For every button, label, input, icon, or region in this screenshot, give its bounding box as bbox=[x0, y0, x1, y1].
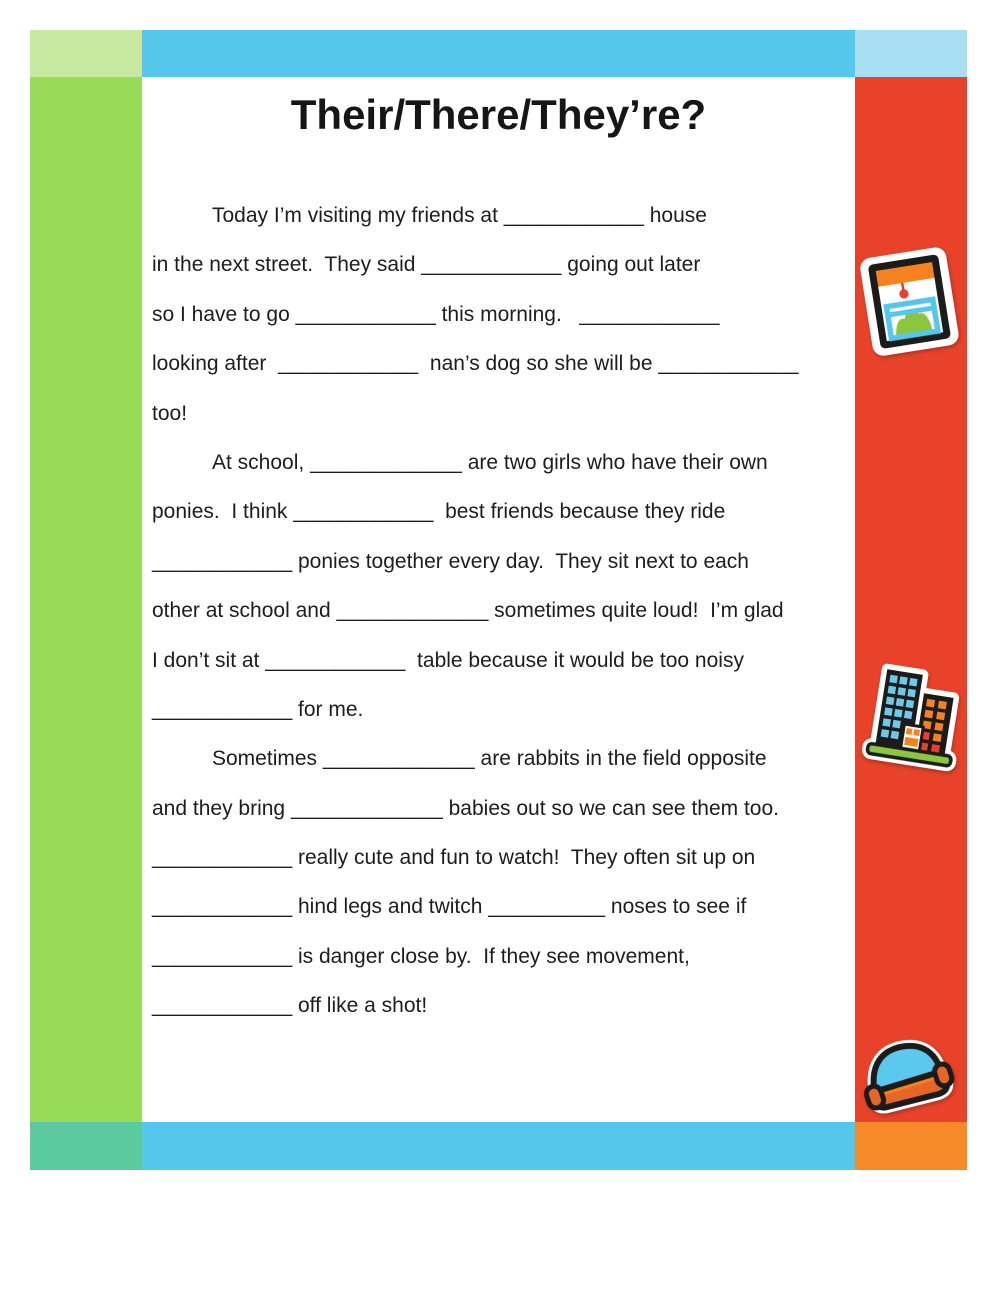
frame-corner-bottom-right bbox=[855, 1122, 967, 1170]
answer-blank[interactable]: ____________ bbox=[152, 846, 293, 870]
window-sticker-icon bbox=[856, 243, 963, 360]
line-text: ponies together every day. They sit next to each bbox=[292, 549, 749, 573]
worksheet-line bbox=[152, 290, 849, 339]
answer-blank[interactable]: ____________ bbox=[293, 500, 434, 524]
worksheet-line bbox=[152, 586, 849, 635]
answer-blank[interactable]: ____________ bbox=[152, 549, 293, 573]
line-text: sometimes quite loud! I’m glad bbox=[488, 599, 784, 623]
line-text: too! bbox=[152, 401, 188, 425]
line-text: is danger close by. If they see movement, bbox=[292, 944, 690, 968]
line-text: Today I’m visiting my friends at bbox=[212, 204, 504, 227]
worksheet-line bbox=[152, 932, 849, 981]
answer-blank[interactable]: ____________ bbox=[421, 253, 562, 277]
worksheet-body bbox=[142, 191, 855, 1031]
line-text: table because it would be too noisy bbox=[405, 648, 744, 672]
line-text: so I have to go bbox=[152, 302, 296, 326]
line-text: hind legs and twitch bbox=[292, 895, 489, 919]
worksheet-line bbox=[152, 487, 849, 536]
answer-blank[interactable]: ____________ bbox=[152, 944, 293, 968]
line-text: babies out so we can see them too. bbox=[442, 796, 779, 820]
worksheet-line bbox=[152, 191, 849, 240]
line-text: going out later bbox=[561, 253, 701, 277]
couch-sticker-icon bbox=[852, 1026, 964, 1122]
answer-blank[interactable]: ____________ bbox=[579, 302, 720, 326]
frame-corner-top-right bbox=[855, 30, 967, 77]
line-text: best friends because they ride bbox=[433, 500, 726, 524]
answer-blank[interactable]: ____________ bbox=[152, 895, 293, 919]
worksheet-line bbox=[152, 833, 849, 882]
answer-blank[interactable]: ____________ bbox=[295, 302, 436, 326]
worksheet-content bbox=[142, 77, 855, 1122]
frame-left-strip bbox=[30, 77, 142, 1122]
line-text: for me. bbox=[292, 697, 364, 721]
answer-blank[interactable]: ____________ bbox=[658, 352, 799, 376]
frame-right-strip bbox=[855, 77, 967, 1122]
frame-top-bar bbox=[142, 30, 855, 77]
answer-blank[interactable]: ____________ bbox=[503, 204, 644, 227]
answer-blank[interactable]: _____________ bbox=[310, 450, 462, 474]
line-text: and they bring bbox=[152, 796, 291, 820]
line-text: noses to see if bbox=[605, 895, 747, 919]
frame-corner-bottom-left bbox=[30, 1122, 142, 1170]
worksheet-line bbox=[152, 734, 849, 783]
answer-blank[interactable]: _____________ bbox=[322, 747, 475, 771]
line-text: At school, bbox=[212, 450, 311, 474]
worksheet-line bbox=[152, 784, 849, 833]
line-text: in the next street. They said bbox=[152, 253, 422, 277]
line-text: nan’s dog so she will be bbox=[418, 352, 659, 376]
answer-blank[interactable]: ____________ bbox=[152, 994, 293, 1018]
frame-corner-top-left bbox=[30, 30, 142, 77]
answer-blank[interactable]: ____________ bbox=[278, 352, 419, 376]
worksheet-title: Their/There/They’re? bbox=[290, 91, 707, 138]
line-text: this morning. bbox=[435, 302, 580, 326]
worksheet-line bbox=[152, 882, 849, 931]
line-text: Sometimes bbox=[212, 747, 323, 771]
answer-blank[interactable]: _____________ bbox=[290, 796, 443, 820]
line-text: really cute and fun to watch! They often sit up on bbox=[292, 846, 756, 870]
worksheet-line bbox=[152, 389, 849, 438]
worksheet-line bbox=[152, 339, 849, 388]
answer-blank[interactable]: _____________ bbox=[336, 599, 489, 623]
answer-blank[interactable]: __________ bbox=[488, 895, 606, 919]
line-text: ponies. I think bbox=[152, 500, 294, 524]
buildings-sticker-icon bbox=[856, 659, 971, 777]
worksheet-line bbox=[152, 685, 849, 734]
worksheet-line bbox=[152, 240, 849, 289]
frame-bottom-bar bbox=[142, 1122, 855, 1170]
worksheet-line bbox=[152, 537, 849, 586]
line-text: off like a shot! bbox=[292, 994, 428, 1018]
answer-blank[interactable]: ____________ bbox=[265, 648, 406, 672]
line-text: other at school and bbox=[152, 599, 337, 623]
line-text: are two girls who have their own bbox=[461, 450, 768, 474]
answer-blank[interactable]: ____________ bbox=[152, 697, 293, 721]
line-text: looking after bbox=[152, 352, 279, 376]
worksheet-line bbox=[152, 636, 849, 685]
line-text: are rabbits in the field opposite bbox=[474, 747, 767, 771]
worksheet-line bbox=[152, 981, 849, 1030]
line-text: house bbox=[643, 204, 707, 227]
worksheet-line bbox=[152, 438, 849, 487]
line-text: I don’t sit at bbox=[152, 648, 266, 672]
